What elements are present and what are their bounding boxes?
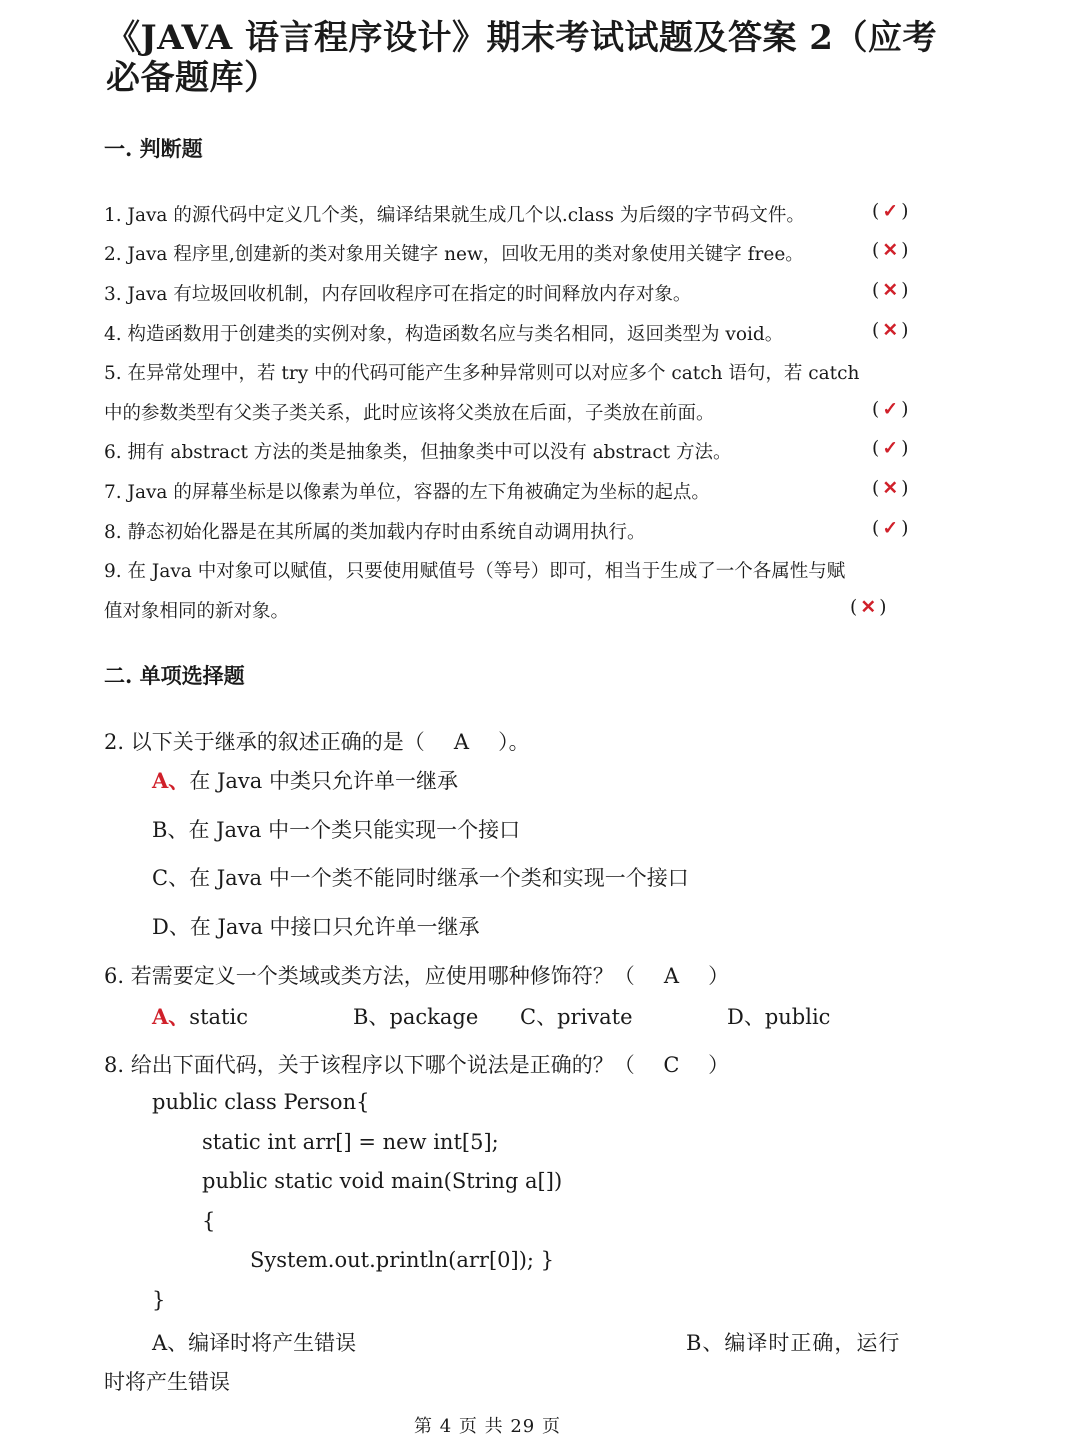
tf-answer-8: ( ✓ )	[872, 518, 909, 539]
tf-question-4: 4. 构造函数用于创建类的实例对象，构造函数名应与类名相同，返回类型为 void。	[104, 324, 784, 345]
mc-question-6-stem: 6. 若需要定义一个类域或类方法，应使用哪种修饰符？（	[104, 964, 635, 988]
tf-answer-2: ( ✕ )	[872, 240, 909, 261]
code-line: {	[202, 1209, 216, 1233]
tf-question-1: 1. Java 的源代码中定义几个类，编译结果就生成几个以.class 为后缀的字节码文件。	[104, 205, 805, 226]
option-text: static	[189, 1005, 248, 1029]
code-line: public static void main(String a[])	[202, 1169, 563, 1193]
option-text: 在 Java 中接口只允许单一继承	[189, 915, 480, 939]
mc-question-8-stem: 8. 给出下面代码，关于该程序以下哪个说法是正确的？（	[104, 1053, 635, 1077]
tf-answer-7: ( ✕ )	[872, 478, 909, 499]
mc-q6-option-c	[520, 1001, 633, 1031]
mc-question-8-close: ）	[708, 1053, 730, 1077]
option-text: private	[557, 1005, 633, 1029]
tf-question-5-cont: 中的参数类型有父类子类关系，此时应该将父类放在后面，子类放在前面。	[104, 403, 715, 424]
mc-q2-option-c	[152, 862, 689, 892]
option-text: public	[764, 1005, 831, 1029]
mc-q6-option-a	[152, 1001, 248, 1031]
mc-q2-option-d	[152, 911, 480, 941]
option-text: 在 Java 中类只允许单一继承	[189, 769, 458, 793]
check-mark-icon: ✓	[882, 518, 898, 539]
cross-mark-icon: ✕	[882, 320, 898, 341]
mc-question-6-answer: A	[663, 964, 679, 988]
tf-question-9: 9. 在 Java 中对象可以赋值，只要使用赋值号（等号）即可，相当于生成了一个各属性与赋	[104, 561, 846, 582]
option-letter: D、	[152, 915, 190, 939]
mc-q2-option-a	[152, 765, 458, 795]
code-line: public class Person{	[152, 1090, 370, 1114]
tf-answer-3: ( ✕ )	[872, 280, 909, 301]
cross-mark-icon: ✕	[882, 280, 898, 301]
mc-question-2-stem: 2. 以下关于继承的叙述正确的是（	[104, 730, 425, 754]
mc-q6-option-d	[727, 1001, 830, 1031]
check-mark-icon: ✓	[882, 438, 898, 459]
code-line: }	[152, 1288, 166, 1312]
mc-question-8-answer: C	[663, 1053, 680, 1077]
mc-question-2	[104, 726, 530, 756]
check-mark-icon: ✓	[882, 201, 898, 222]
page-number-footer: 第 4 页 共 29 页	[414, 1416, 561, 1437]
option-letter: D、	[727, 1005, 765, 1029]
tf-question-9-cont: 值对象相同的新对象。	[104, 601, 290, 622]
option-letter: C、	[152, 866, 190, 890]
tf-answer-6: ( ✓ )	[872, 438, 909, 459]
tf-answer-9: ( ✕ )	[850, 597, 887, 618]
tf-answer-5: ( ✓ )	[872, 399, 909, 420]
option-text: package	[389, 1005, 479, 1029]
option-letter: B、	[353, 1005, 390, 1029]
mc-question-2-close: ）。	[498, 730, 530, 754]
tf-question-6: 6. 拥有 abstract 方法的类是抽象类，但抽象类中可以没有 abstract 方法。	[104, 442, 732, 463]
mc-q8-option-b-cont: 时将产生错误	[104, 1370, 230, 1394]
cross-mark-icon: ✕	[882, 240, 898, 261]
option-letter-correct: A、	[152, 1004, 190, 1029]
code-line: static int arr[] = new int[5];	[202, 1130, 499, 1154]
mc-q2-option-b	[152, 814, 520, 844]
cross-mark-icon: ✕	[860, 597, 876, 618]
mc-question-6	[104, 960, 729, 990]
tf-answer-4: ( ✕ )	[872, 320, 909, 341]
tf-question-7: 7. Java 的屏幕坐标是以像素为单位，容器的左下角被确定为坐标的起点。	[104, 482, 710, 503]
option-letter-correct: A、	[152, 768, 190, 793]
option-text: 在 Java 中一个类不能同时继承一个类和实现一个接口	[189, 866, 689, 890]
mc-question-6-close: ）	[708, 964, 730, 988]
cross-mark-icon: ✕	[882, 478, 898, 499]
document-title-line1: 《JAVA 语言程序设计》期末考试试题及答案 2（应考	[106, 18, 937, 58]
mc-question-2-answer: A	[453, 730, 469, 754]
tf-question-5: 5. 在异常处理中，若 try 中的代码可能产生多种异常则可以对应多个 catch 语句，若 catch	[104, 363, 860, 384]
tf-question-8: 8. 静态初始化器是在其所属的类加载内存时由系统自动调用执行。	[104, 522, 646, 543]
tf-answer-1: ( ✓ )	[872, 201, 909, 222]
tf-question-3: 3. Java 有垃圾回收机制，内存回收程序可在指定的时间释放内存对象。	[104, 284, 692, 305]
section-heading-true-false: 一. 判断题	[104, 136, 203, 161]
option-text: 在 Java 中一个类只能实现一个接口	[188, 818, 521, 842]
mc-q8-option-a: A、编译时将产生错误	[152, 1331, 357, 1355]
mc-q6-option-b	[353, 1001, 478, 1031]
check-mark-icon: ✓	[882, 399, 898, 420]
document-title-line2: 必备题库）	[106, 58, 279, 98]
option-letter: B、	[152, 818, 189, 842]
mc-question-8	[104, 1049, 729, 1079]
section-heading-single-choice: 二. 单项选择题	[104, 663, 245, 688]
mc-q8-option-b: B、编译时正确，运行	[686, 1331, 901, 1355]
tf-question-2: 2. Java 程序里,创建新的类对象用关键字 new，回收无用的类对象使用关键字 free。	[104, 244, 804, 265]
code-line: System.out.println(arr[0]); }	[250, 1248, 555, 1272]
option-letter: C、	[520, 1005, 558, 1029]
